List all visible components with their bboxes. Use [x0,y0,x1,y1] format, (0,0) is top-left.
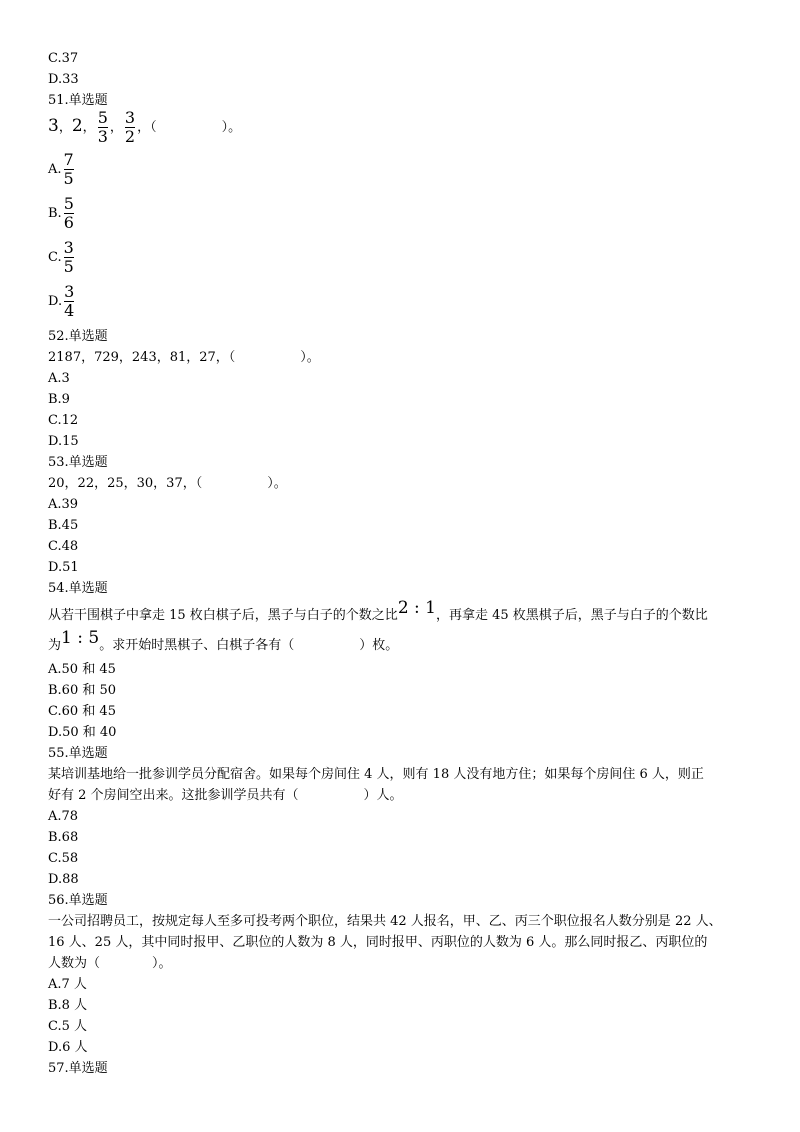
option-c-q56: C.5 人 [48,1019,88,1034]
answer-blank: （ ）。 [150,120,242,135]
option-fraction: $\frac{3}{5}$ [63,238,74,276]
option-d-q56: D.6 人 [48,1040,88,1055]
question-57-header: 57.单选题 [48,1061,108,1076]
option-a-q51: A. $\frac{7}{5}$ [48,150,74,188]
option-a-q54: A.50 和 45 [48,662,116,677]
option-b-q51: B. $\frac{5}{6}$ [48,194,74,232]
option-a-q53: A.39 [48,497,79,512]
option-a-q55: A.78 [48,809,79,824]
question-55-stem-line2: 好有 2 个房间空出来。这批参训学员共有（ ）人。 [48,788,403,803]
option-c-q53: C.48 [48,539,79,554]
option-d-q54: D.50 和 40 [48,725,117,740]
question-52-stem: 2187，729，243，81，27，（ ）。 [48,350,320,365]
question-55-header: 55.单选题 [48,746,108,761]
ratio-2-1: 2 : 1 [397,598,436,618]
question-56-stem-line1: 一公司招聘员工，按规定每人至多可投考两个职位，结果共 42 人报名，甲、乙、丙三个职位报名人数分别是 22 人、 [48,914,722,929]
question-56-header: 56.单选题 [48,893,108,908]
question-53-header: 53.单选题 [48,455,108,470]
seq-term-3-fraction: $\frac{5}{3}$ [97,108,108,146]
option-d-q50: D.33 [48,72,79,87]
option-a-q52: A.3 [48,371,70,386]
option-c-q54: C.60 和 45 [48,704,116,719]
option-b-q53: B.45 [48,518,79,533]
seq-term-2: 2 [71,116,83,136]
seq-term-1: 3 [48,116,59,136]
option-c-q50: C.37 [48,51,79,66]
option-c-q52: C.12 [48,413,79,428]
option-b-q52: B.9 [48,392,70,407]
question-51-stem: 3，2， $\frac{5}{3}$ ， $\frac{3}{2}$ ，（ ）。 [48,108,242,146]
option-c-q51: C. $\frac{3}{5}$ [48,238,74,276]
option-fraction: $\frac{3}{4}$ [64,282,75,320]
option-d-q51: D. $\frac{3}{4}$ [48,282,75,320]
seq-term-4-fraction: $\frac{3}{2}$ [124,108,136,146]
option-b-q56: B.8 人 [48,998,88,1013]
option-b-q55: B.68 [48,830,79,845]
question-52-header: 52.单选题 [48,329,108,344]
question-53-stem: 20，22，25，30，37，（ ）。 [48,476,287,491]
option-b-q54: B.60 和 50 [48,683,117,698]
question-56-stem-line2: 16 人、25 人，其中同时报甲、乙职位的人数为 8 人，同时报甲、丙职位的人数为 6 人。那么同时报乙、丙职位的 [48,935,708,950]
option-c-q55: C.58 [48,851,79,866]
option-d-q52: D.15 [48,434,79,449]
question-51-header: 51.单选题 [48,93,108,108]
option-a-q56: A.7 人 [48,977,87,992]
option-fraction: $\frac{7}{5}$ [63,150,74,188]
ratio-1-5: 1 : 5 [61,628,100,648]
option-fraction: $\frac{5}{6}$ [63,194,74,232]
question-55-stem-line1: 某培训基地给一批参训学员分配宿舍。如果每个房间住 4 人，则有 18 人没有地方住；如果每个房间住 6 人，则正 [48,767,704,782]
question-54-stem-line1: 从若干围棋子中拿走 15 枚白棋子后，黑子与白子的个数之比2 : 1，再拿走 45 枚黑棋子后，黑子与白子的个数比 [48,598,708,623]
question-54-header: 54.单选题 [48,581,108,596]
question-56-stem-line3: 人数为（ ）。 [48,956,172,971]
question-54-stem-line2: 为1 : 5。求开始时黑棋子、白棋子各有（ ）枚。 [48,628,399,653]
option-d-q53: D.51 [48,560,79,575]
option-d-q55: D.88 [48,872,79,887]
